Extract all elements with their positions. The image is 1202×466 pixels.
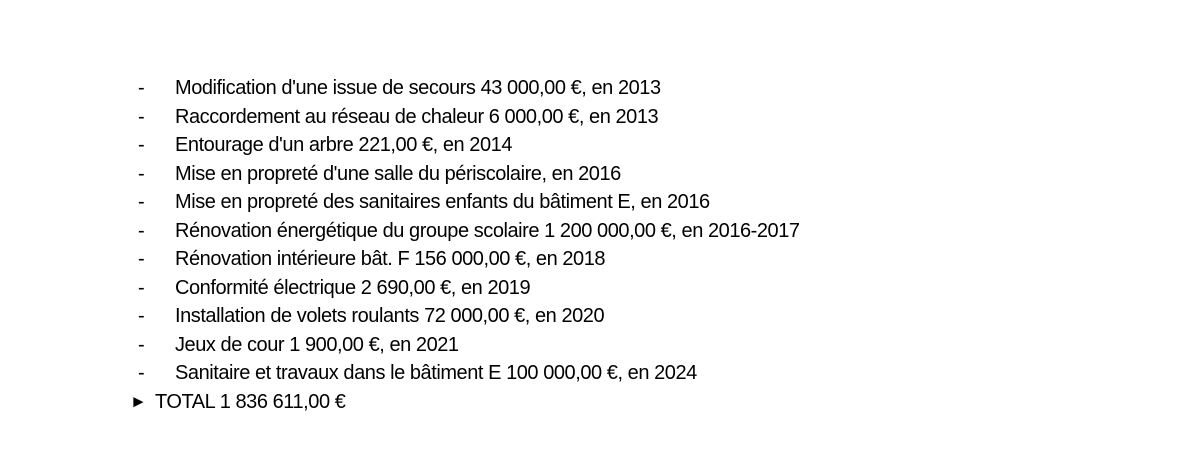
dash-bullet: - (138, 134, 145, 156)
dash-bullet: - (138, 248, 145, 270)
list-item-text: Jeux de cour 1 900,00 €, en 2021 (175, 333, 459, 356)
list-item-text: Modification d'une issue de secours 43 000,00 €, en 2013 (175, 77, 661, 99)
list-item (0, 74, 1202, 103)
dash-bullet: - (138, 362, 145, 384)
list-item-text: Mise en propreté d'une salle du périscolaire, en 2016 (175, 162, 621, 185)
list-item (0, 245, 1202, 274)
list-item-text: Installation de volets roulants 72 000,00 €, en 2020 (175, 305, 605, 327)
list-item (0, 188, 1202, 217)
list-item (0, 331, 1202, 360)
list-item-text: Sanitaire et travaux dans le bâtiment E 100 000,00 €, en 2024 (175, 362, 697, 384)
total-text: TOTAL 1 836 611,00 € (155, 390, 346, 413)
dash-bullet: - (138, 162, 145, 185)
list-item (0, 217, 1202, 246)
list-item-text: Mise en propreté des sanitaires enfants du bâtiment E, en 2016 (175, 191, 710, 213)
document-body (0, 74, 1202, 416)
total-line (0, 388, 1202, 417)
list-item-text: Rénovation énergétique du groupe scolaire 1 200 000,00 €, en 2016-2017 (175, 219, 800, 242)
list-item (0, 359, 1202, 388)
dash-bullet: - (138, 191, 145, 213)
dash-bullet: - (138, 305, 145, 327)
list-item (0, 131, 1202, 160)
expense-list (0, 74, 1202, 388)
list-item-text: Conformité électrique 2 690,00 €, en 2019 (175, 276, 531, 299)
list-item-text: Raccordement au réseau de chaleur 6 000,00 €, en 2013 (175, 105, 659, 128)
dash-bullet: - (138, 77, 145, 99)
list-item (0, 274, 1202, 303)
dash-bullet: - (138, 276, 145, 299)
list-item (0, 103, 1202, 132)
dash-bullet: - (138, 105, 145, 128)
list-item-text: Entourage d'un arbre 221,00 €, en 2014 (175, 134, 513, 156)
list-item (0, 302, 1202, 331)
list-item (0, 160, 1202, 189)
arrow-right-icon: ► (130, 391, 147, 411)
dash-bullet: - (138, 333, 145, 356)
dash-bullet: - (138, 219, 145, 242)
list-item-text: Rénovation intérieure bât. F 156 000,00 €, en 2018 (175, 248, 606, 270)
